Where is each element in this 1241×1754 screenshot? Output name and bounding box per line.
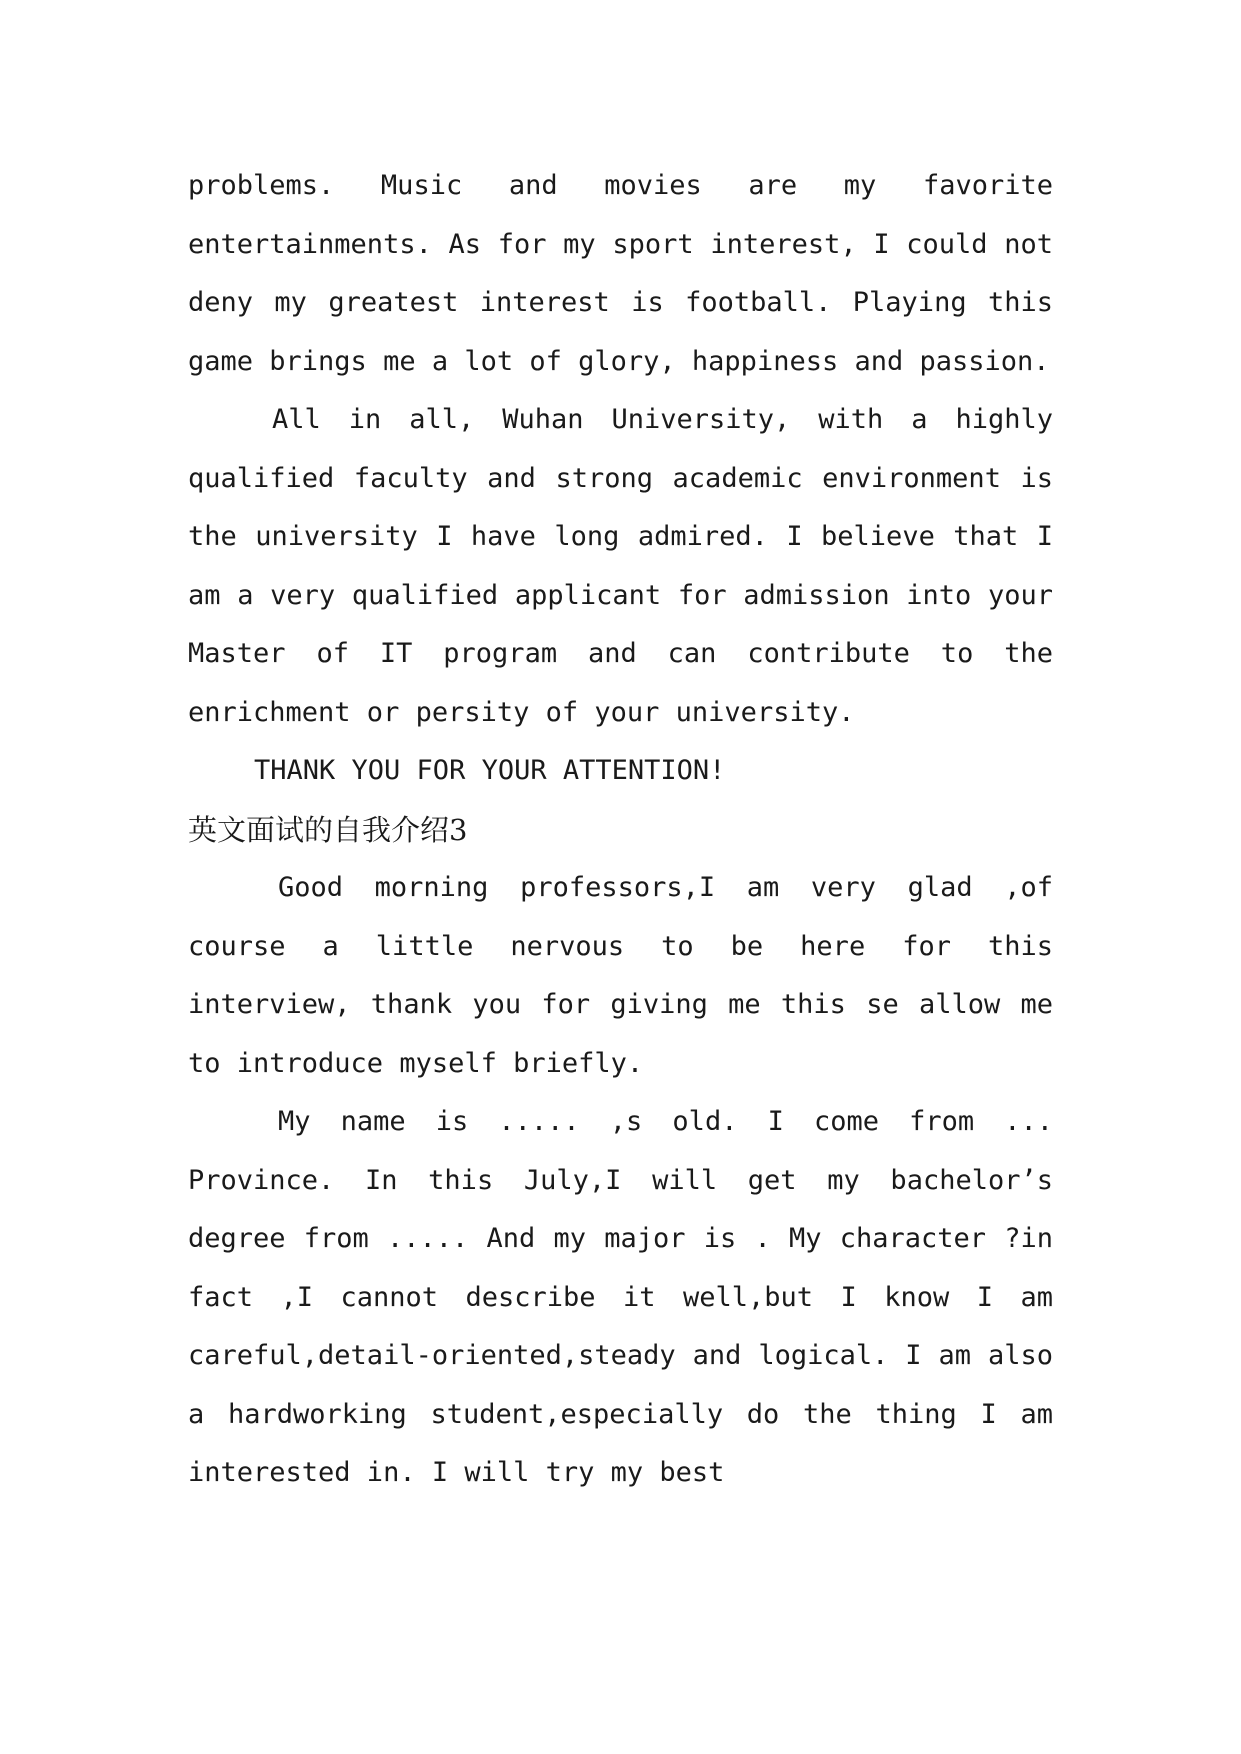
paragraph-introduction: My name is ..... ,s old. I come from ... Province. In this July,I will get my bachelor’s degree from ..... And my major is . My character ?in fact ,I cannot describe it well,but I know I am careful,detail-oriented,steady and logical. I am also a hardworking student,especially do the thing I am interested in. I will try my best xyxy=(188,1106,1053,1488)
section-heading: 英文面试的自我介绍3 xyxy=(188,812,468,847)
paragraph-conclusion: All in all, Wuhan University, with a highly qualified faculty and strong academic environment is the university I have long admired. I believe that I am a very qualified applicant for admission into your Master of IT program and can contribute to the enrichment or persity of your university. xyxy=(188,404,1053,728)
document-page xyxy=(188,157,1053,1503)
paragraph-greeting: Good morning professors,I am very glad ,of course a little nervous to be here for this interview, thank you for giving me this se allow me to introduce myself briefly. xyxy=(188,872,1053,1079)
thank-you-line: THANK YOU FOR YOUR ATTENTION! xyxy=(254,755,726,786)
paragraph-hobbies: problems. Music and movies are my favorite entertainments. As for my sport interest, I could not deny my greatest interest is football. Playing this game brings me a lot of glory, happiness and passion. xyxy=(188,170,1053,377)
